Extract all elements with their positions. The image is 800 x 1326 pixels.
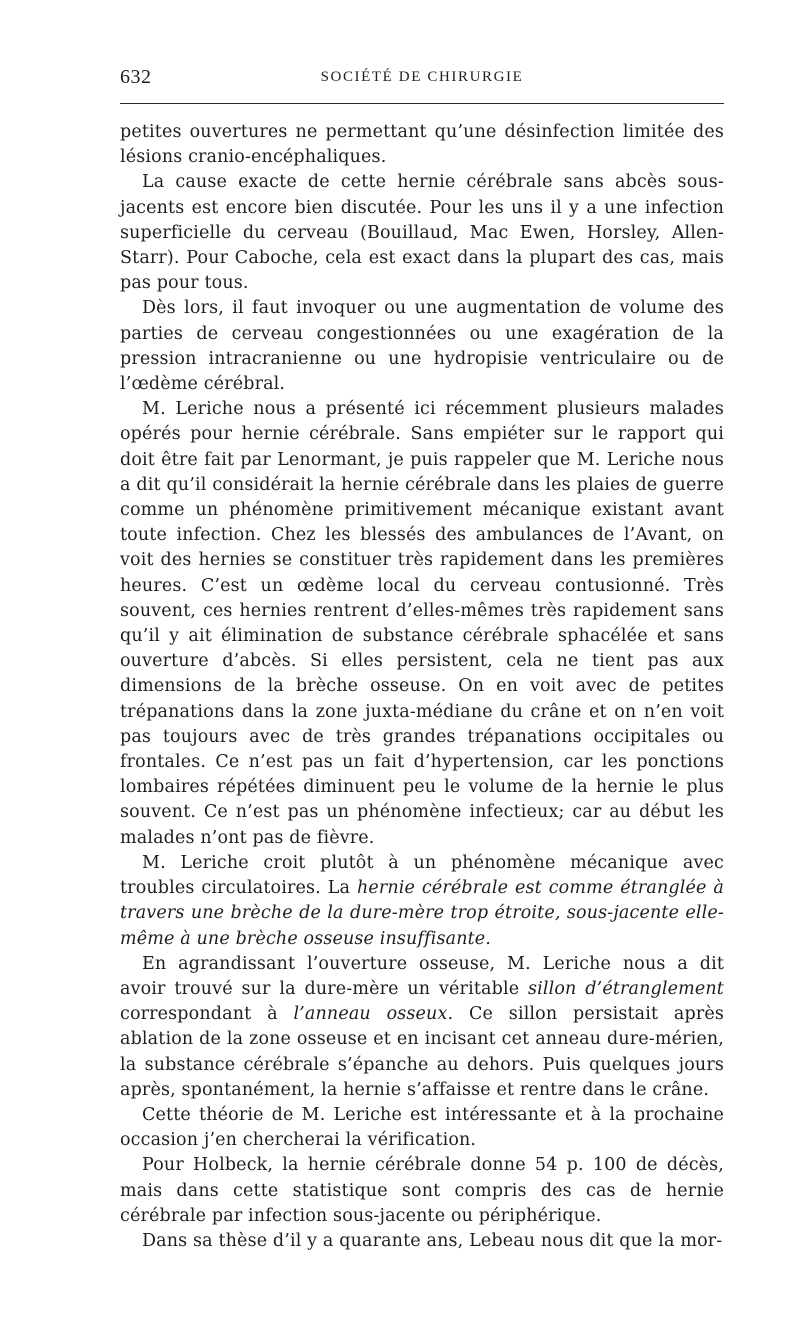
paragraph (120, 1229, 724, 1254)
paragraph (120, 397, 724, 851)
text-run: Pour Holbeck, la hernie cérébrale donne 54 p. 100 de décès, mais dans cette statistique sont compris des cas de hernie cérébrale par infection sous-jacente ou périphérique. (120, 1155, 724, 1226)
text-run: M. Leriche nous a présenté ici récemment plusieurs malades opérés pour hernie cérébrale. Sans empiéter sur le rapport qui doit être fait par Lenormant, je puis rappeler que M. Leriche nous a dit qu’il considérait la hernie cérébrale dans les plaies de guerre comme un phénomène primitivement mécanique existant avant toute infection. Chez les blessés des ambulances de l’Avant, on voit des hernies se constituer très rapidement dans les premières heures. C’est un œdème local du cerveau contusionné. Très souvent, ces hernies rentrent d’elles-mêmes très rapidement sans qu’il y ait élimination de substance cérébrale sphacélée et sans ouverture d’abcès. Si elles persistent, cela ne tient pas aux dimensions de la brèche osseuse. On en voit avec de petites trépanations dans la zone juxta-médiane du crâne et on n’en voit pas toujours avec de très grandes trépanations occipitales ou frontales. Ce n’est pas un fait d’hypertension, car les ponctions lombaires répétées diminuent peu le volume de la hernie le plus souvent. Ce n’est pas un phénomène infectieux; car au début les malades n’ont pas de fièvre. (120, 399, 724, 848)
paragraph (120, 170, 724, 296)
page-number: 632 (120, 66, 152, 88)
text-run: Dès lors, il faut invoquer ou une augmentation de volume des parties de cerveau congestionnées ou une exagération de la pression intracranienne ou une hydropisie ventriculaire ou de l’œdème cérébral. (120, 298, 724, 395)
italic-text: sillon d’étranglement (527, 978, 724, 999)
paragraph (120, 1153, 724, 1229)
page-header (120, 66, 724, 96)
text-run: M. Leriche croit plutôt à un phénomène mécanique avec troubles circulatoires. La (120, 852, 724, 899)
paragraph (120, 851, 724, 952)
paragraph (120, 1103, 724, 1153)
text-run: En agrandissant l’ouverture osseuse, M. Leriche nous a dit avoir trouvé sur la dure-mère un véritable (120, 953, 724, 999)
paragraph (120, 296, 724, 397)
text-run: Dans sa thèse d’il y a quarante ans, Lebeau nous dit que la mor- (142, 1230, 723, 1251)
italic-text: l’anneau osseux. (293, 1004, 454, 1025)
text-run: correspondant à (120, 1004, 294, 1025)
header-rule (120, 103, 724, 104)
paragraph (120, 952, 724, 1103)
text-run: petites ouvertures ne permettant qu’une désinfection limitée des lésions cranio-encéphaliques. (120, 122, 724, 168)
italic-text: hernie cérébrale est comme étranglée à travers une brèche de la dure-mère trop étroite, sous-jacente elle-même à une brèche osseuse insuffisante. (120, 878, 724, 949)
text-run: Ce sillon persistait après ablation de la zone osseuse et en incisant cet anneau dure-mérien, la substance cérébrale s’épanche au dehors. Puis quelques jours après, spontanément, la hernie s’affaisse et rentre dans le crâne. (120, 1004, 725, 1100)
text-run: La cause exacte de cette hernie cérébrale sans abcès sous-jacents est encore bien discutée. Pour les uns il y a une infection superficielle du cerveau (Bouillaud, Mac Ewen, Horsley, Allen-Starr). Pour Caboche, cela est exact dans la plupart des cas, mais pas pour tous. (120, 172, 724, 294)
text-run: Cette théorie de M. Leriche est intéressante et à la prochaine occasion j’en chercherai la vérification. (120, 1104, 724, 1151)
paragraph (120, 120, 724, 170)
body-text (120, 120, 724, 1254)
running-title: SOCIÉTÉ DE CHIRURGIE (320, 69, 524, 85)
